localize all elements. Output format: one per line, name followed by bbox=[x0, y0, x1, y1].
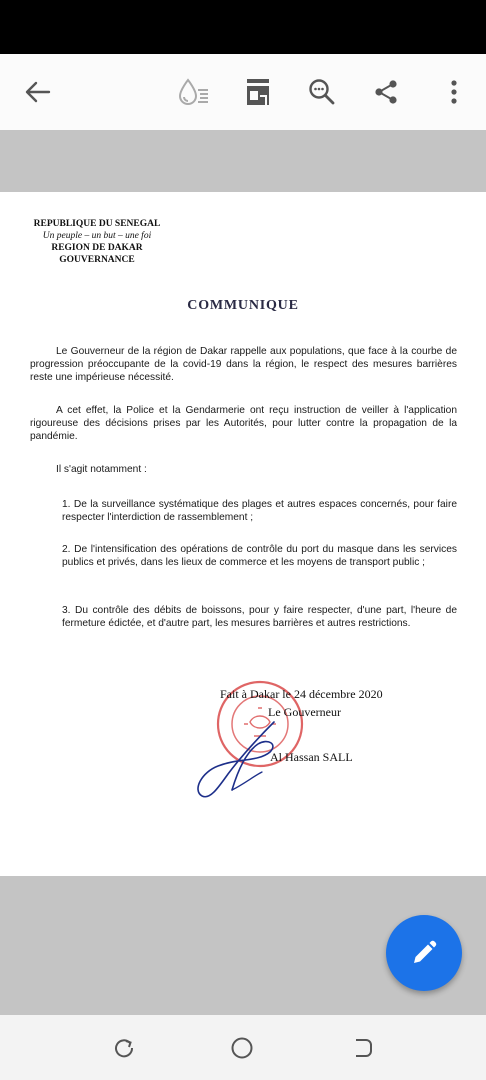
letterhead-office: GOUVERNANCE bbox=[59, 255, 135, 265]
handwritten-signature bbox=[188, 692, 308, 812]
recent-apps-icon bbox=[113, 1037, 135, 1059]
back-button[interactable] bbox=[14, 68, 62, 116]
more-options-button[interactable] bbox=[430, 68, 478, 116]
back-nav-icon bbox=[351, 1037, 373, 1059]
letterhead bbox=[22, 218, 172, 266]
signature-name: Al Hassan SALL bbox=[270, 750, 353, 764]
ink-saver-button[interactable] bbox=[170, 68, 218, 116]
paragraph-2: A cet effet, la Police et la Gendarmerie ont reçu instruction de veiller à l'application rigoureuse des décisions prises par les Autorités, pour lutter contre la propagation de la pandémie. bbox=[30, 405, 457, 443]
home-circle-icon bbox=[230, 1036, 254, 1060]
search-icon bbox=[308, 78, 336, 106]
search-button[interactable] bbox=[298, 68, 346, 116]
signature-role: Le Gouverneur bbox=[268, 705, 341, 719]
paragraph-3: Il s'agit notamment : bbox=[56, 464, 147, 475]
letterhead-region: REGION DE DAKAR bbox=[51, 243, 143, 253]
arrow-left-icon bbox=[25, 81, 51, 103]
letterhead-motto: Un peuple – un but – une foi bbox=[42, 231, 152, 241]
pencil-icon bbox=[410, 939, 438, 967]
status-bar bbox=[0, 0, 486, 54]
page-view-button[interactable] bbox=[234, 68, 282, 116]
document-title: COMMUNIQUE bbox=[187, 298, 299, 313]
list-item-2: 2. De l'intensification des opérations de contrôle du port du masque dans les services publics et privés, dans les lieux de commerce et les moyens de transport public ; bbox=[62, 544, 457, 569]
document-viewer[interactable] bbox=[0, 130, 486, 1015]
list-item-1: 1. De la surveillance systématique des plages et autres espaces concernés, pour faire respecter l'interdiction de rassemblement ; bbox=[62, 499, 457, 524]
document-page bbox=[0, 192, 486, 876]
list-item-3: 3. Du contrôle des débits de boissons, pour y faire respecter, d'une part, l'heure de fermeture édictée, et d'autre part, les mesures barrières et autres restrictions. bbox=[62, 605, 457, 630]
share-button[interactable] bbox=[362, 68, 410, 116]
page-layout-icon bbox=[246, 78, 270, 106]
top-toolbar bbox=[0, 54, 486, 130]
edit-fab-button[interactable] bbox=[386, 915, 462, 991]
home-button[interactable] bbox=[222, 1031, 262, 1065]
back-nav-button[interactable] bbox=[342, 1031, 382, 1065]
paragraph-1: Le Gouverneur de la région de Dakar rappelle aux populations, que face à la courbe de progression préoccupante de la covid-19 dans la région, le respect des mesures barrières reste une impérieuse nécessité. bbox=[30, 346, 457, 384]
letterhead-country: REPUBLIQUE DU SENEGAL bbox=[33, 219, 161, 229]
system-nav-bar bbox=[0, 1015, 486, 1080]
more-vert-icon bbox=[450, 79, 458, 105]
recent-apps-button[interactable] bbox=[104, 1031, 144, 1065]
share-icon bbox=[373, 79, 399, 105]
ink-drop-icon bbox=[176, 77, 212, 107]
signature-place-date: Fait à Dakar le 24 décembre 2020 bbox=[220, 687, 383, 701]
